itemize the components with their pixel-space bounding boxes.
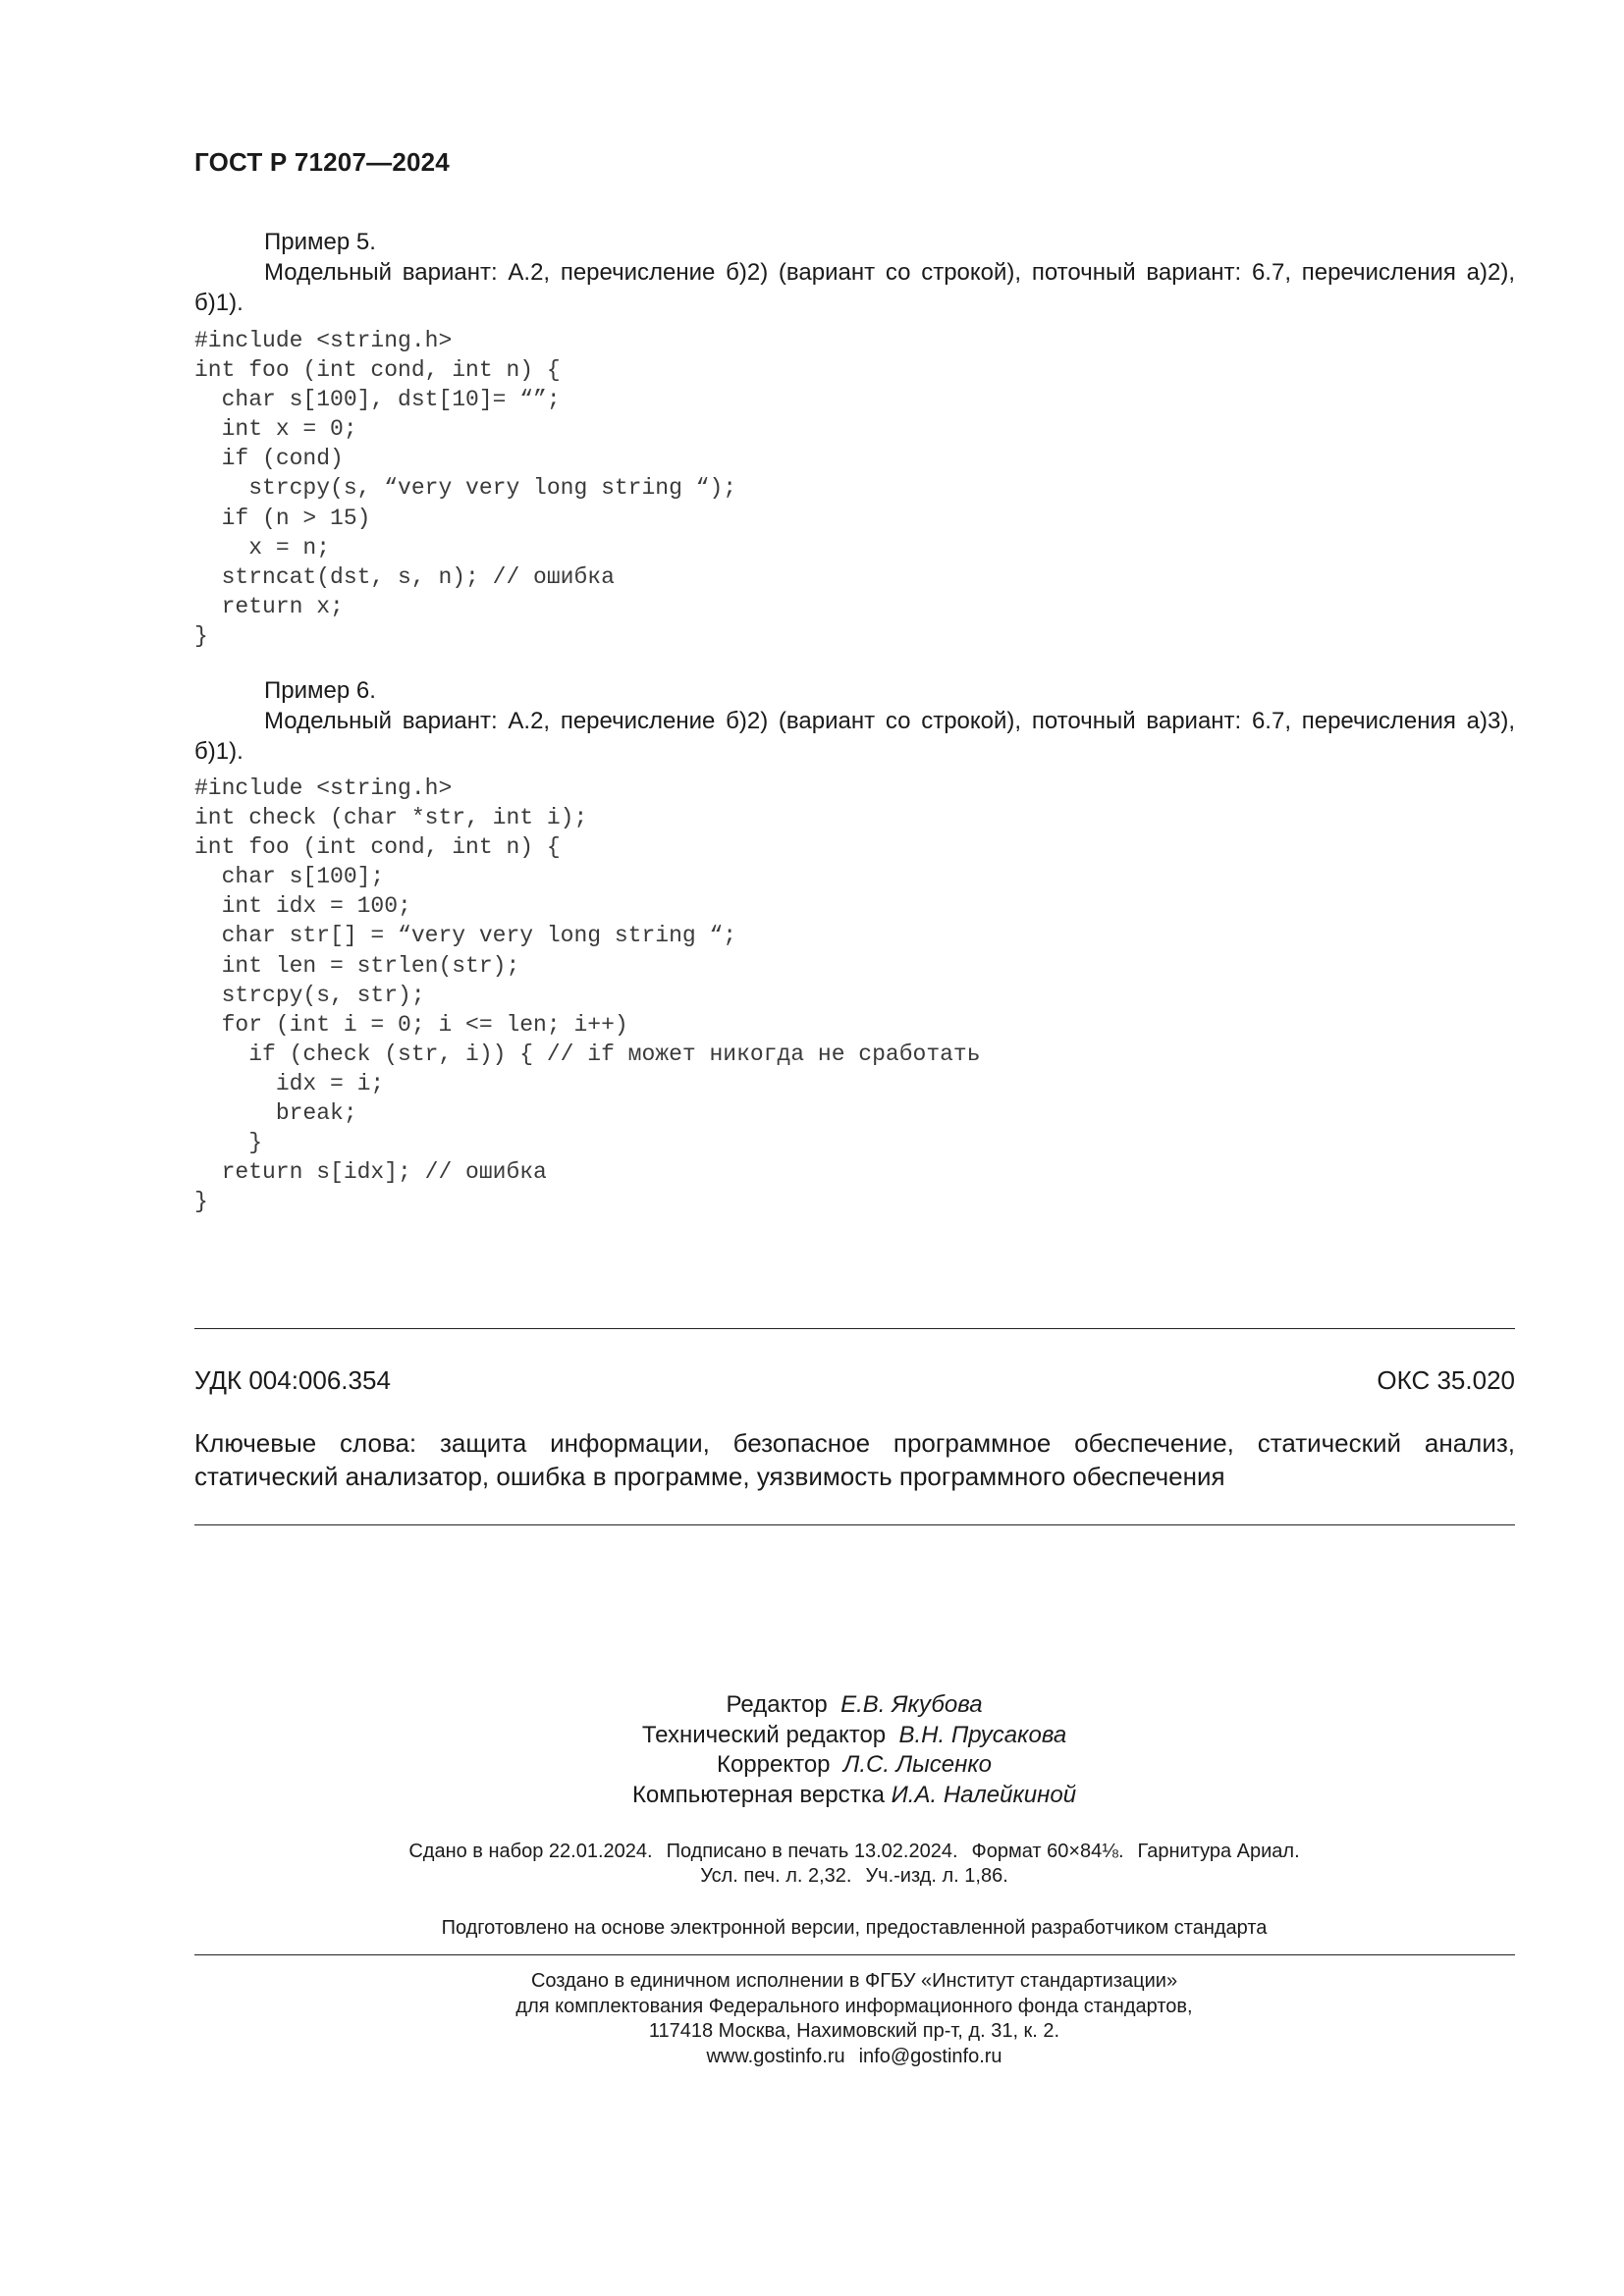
top-divider bbox=[194, 1328, 1515, 1329]
email-link[interactable]: info@gostinfo.ru bbox=[858, 2045, 1002, 2067]
keywords-divider bbox=[194, 1524, 1515, 1525]
credits-block bbox=[0, 1690, 1624, 1810]
example-6-description: Модельный вариант: А.2, перечисление б)2) (вариант со строкой), поточный вариант: 6.7, перечисления а)3), б)1). bbox=[194, 708, 1515, 765]
publication-info bbox=[0, 1840, 1624, 1889]
bottom-divider bbox=[194, 1954, 1515, 1955]
credit-editor: Редактор Е.В. Якубова bbox=[726, 1691, 983, 1718]
credit-tech-editor: Технический редактор В.Н. Прусакова bbox=[641, 1721, 1067, 1748]
created-by-block: Создано в единичном исполнении в ФГБУ «Институт стандартизации» для комплектования Федерального информационного фонда стандартов, 117418 Москва, Нахимовский пр-т, д. 31, к. 2. www.gostinfo.ru info@gostinfo.ru bbox=[0, 1969, 1624, 2069]
credit-layout: Компьютерная верстка И.А. Налейкиной bbox=[631, 1781, 1077, 1808]
website-link[interactable]: www.gostinfo.ru bbox=[706, 2045, 845, 2067]
document-header: ГОСТ Р 71207—2024 bbox=[194, 147, 450, 177]
example-6-code: #include <string.h> int check (char *str, int i); int foo (int cond, int n) { char s[100]; int idx = 100; char str[] = “very very long string “; int len = strlen(str); strcpy(s, str); for (int i = 0; i <= len; i++) if (check (str, i)) { // if может никогда не сработать idx = i; break; } return s[idx]; // ошибка } bbox=[194, 775, 981, 1215]
publication-line-2: Усл. печ. л. 2,32. Уч.-изд. л. 1,86. bbox=[700, 1865, 1008, 1887]
example-5-description: Модельный вариант: А.2, перечисление б)2) (вариант со строкой), поточный вариант: 6.7, перечисления а)2), б)1). bbox=[194, 259, 1515, 316]
contacts-line bbox=[0, 2045, 1624, 2070]
example-5-label: Пример 5. bbox=[264, 229, 376, 255]
example-5-code: #include <string.h> int foo (int cond, int n) { char s[100], dst[10]= “”; int x = 0; if (cond) strcpy(s, “very very long string “); if (n > 15) x = n; strncat(dst, s, n); // ошибка return x; } bbox=[194, 328, 737, 649]
oks-code: ОКС 35.020 bbox=[1377, 1365, 1515, 1395]
example-6-label: Пример 6. bbox=[264, 677, 376, 704]
prepared-note: Подготовлено на основе электронной версии, предоставленной разработчиком стандарта bbox=[441, 1917, 1268, 1939]
udk-code: УДК 004:006.354 bbox=[194, 1365, 391, 1395]
keywords: Ключевые слова: защита информации, безопасное программное обеспечение, статический анализ, статический анализатор, ошибка в программе, уязвимость программного обеспечения bbox=[194, 1428, 1515, 1491]
publication-line-1: Сдано в набор 22.01.2024. Подписано в печать 13.02.2024. Формат 60×84⅛. Гарнитура Ариал. bbox=[408, 1841, 1300, 1862]
credit-proofreader: Корректор Л.С. Лысенко bbox=[716, 1751, 993, 1778]
